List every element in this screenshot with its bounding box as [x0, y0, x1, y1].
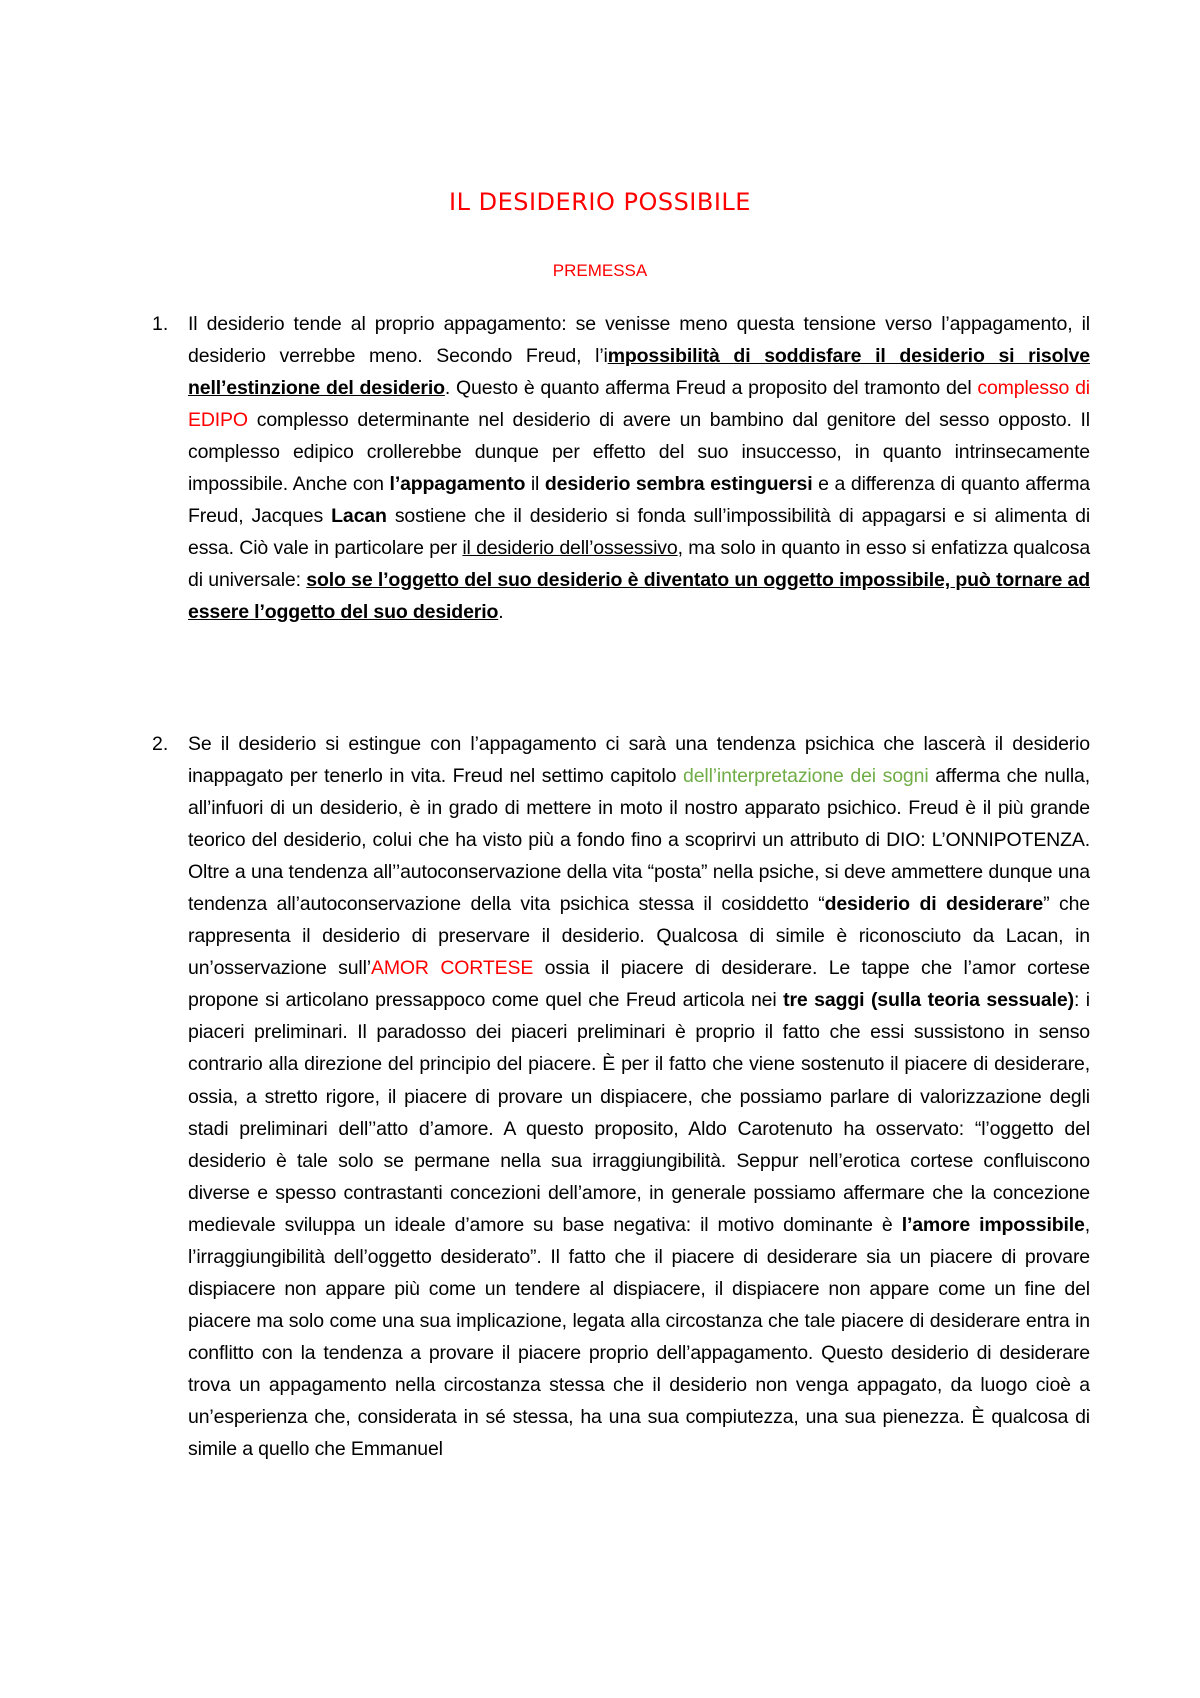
text-run: il — [525, 473, 545, 496]
list-item-text — [188, 728, 1090, 1465]
text-run: dell’interpretazione dei sogni — [683, 765, 929, 788]
text-run: l’appagamento — [389, 473, 526, 496]
text-run: . — [498, 601, 504, 624]
text-run: ” che rappresenta il desiderio di preservare il desiderio. Qualcosa di simile è riconosciuto da Lacan, in un’osservazione sull’ — [188, 893, 1090, 980]
text-run: desiderio di desiderare — [824, 893, 1044, 916]
text-run: complesso determinante nel desiderio di avere un bambino dal genitore del sesso opposto. Il complesso edipico crollerebbe dunque per effetto del suo insuccesso, in quanto intrinsecamente impossibile. Anche con — [188, 409, 1090, 496]
text-run: il desiderio dell’ossessivo — [462, 537, 678, 560]
text-run: e a differenza di quanto afferma Freud, Jacques — [188, 473, 1090, 528]
text-run: sostiene che il desiderio si fonda sull’impossibilità di appagarsi e si alimenta di essa. Ciò vale in particolare per — [188, 505, 1090, 560]
text-run: , l’irraggiungibilità dell’oggetto desiderato”. Il fatto che il piacere di desiderare sia un piacere di provare dispiacere non appare più come un tendere al dispiacere, il dispiacere non appare come un fine del piacere ma solo come una sua implicazione, legata alla circostanza che tale piacere di desiderare entra in conflitto con la tendenza a provare il piacere proprio dell’appagamento. Questo desiderio di desiderare trova un appagamento nella circostanza stessa che il desiderio non venga appagato, da luogo cioè a un’esperienza che, considerata in sé stessa, ha una sua compiutezza, una sua pienezza. È qualcosa di simile a quello che Emmanuel — [188, 1213, 1090, 1461]
text-run: afferma che nulla, all’infuori di un desiderio, è in grado di mettere in moto il nostro apparato psichico. Freud è il più grande teorico del desiderio, colui che ha visto più a fondo fino a scoprirvi un attributo di DIO: L’ONNIPOTENZA. Oltre a una tendenza all’’autoconservazione della vita “posta” nella psiche, si deve ammettere dunque una tendenza all’autoconservazione della vita psichica stessa il cosiddetto “ — [188, 765, 1090, 916]
text-run: , ma solo in quanto in esso si enfatizza qualcosa di universale: — [188, 537, 1091, 592]
text-run: ossia il piacere di desiderare. Le tappe che l’amor cortese propone si articolano pressappoco come quel che Freud articola nei — [188, 957, 1091, 1012]
text-run: mpossibilità di soddisfare il desiderio si risolve nell’estinzione del desiderio — [188, 345, 1090, 400]
list-item — [152, 728, 1090, 1465]
text-run: solo se l’oggetto del suo desiderio è diventato un oggetto impossibile, può tornare ad essere l’oggetto del suo desiderio — [188, 569, 1090, 624]
list-item-number: 2. — [152, 733, 169, 755]
document-title: IL DESIDERIO POSSIBILE — [449, 188, 751, 216]
text-run: : i piaceri preliminari. Il paradosso dei piaceri preliminari è proprio il fatto che essi sussistono in senso contrario alla direzione del principio del piacere. È per il fatto che viene sostenuto il piacere di desiderare, ossia, a stretto rigore, il piacere di provare un dispiacere, che possiamo parlare di valorizzazione degli stadi preliminari dell’’atto d’amore. A questo proposito, Aldo Carotenuto ha osservato: “l’oggetto del desiderio è tale solo se permane nella sua irraggiungibilità. Seppur nell’erotica cortese confluiscono diverse e spesso contrastanti concezioni dell’amore, in generale possiamo affermare che la concezione medievale sviluppa un ideale d’amore su base negativa: il motivo dominante è — [188, 989, 1090, 1236]
text-run: desiderio sembra estinguersi — [544, 473, 813, 496]
text-run: Se il desiderio si estingue con l’appagamento ci sarà una tendenza psichica che lascerà il desiderio inappagato per tenerlo in vita. Freud nel settimo capitolo — [188, 733, 1090, 788]
text-run: Il desiderio tende al proprio appagamento: se venisse meno questa tensione verso l’appagamento, il desiderio verrebbe meno. Secondo Freud, l’i — [188, 313, 1090, 368]
list-item-number: 1. — [152, 313, 169, 335]
text-run: l’amore impossibile — [901, 1213, 1085, 1236]
section-heading: PREMESSA — [552, 261, 648, 280]
list-item-text — [188, 308, 1090, 628]
text-run: complesso di EDIPO — [188, 377, 1090, 432]
text-run: . Questo è quanto afferma Freud a proposito del tramonto del — [444, 377, 978, 400]
list-item — [152, 308, 1090, 628]
text-run: tre saggi (sulla teoria sessuale) — [783, 989, 1074, 1012]
text-run: AMOR CORTESE — [370, 957, 534, 980]
text-run: Lacan — [331, 505, 387, 528]
